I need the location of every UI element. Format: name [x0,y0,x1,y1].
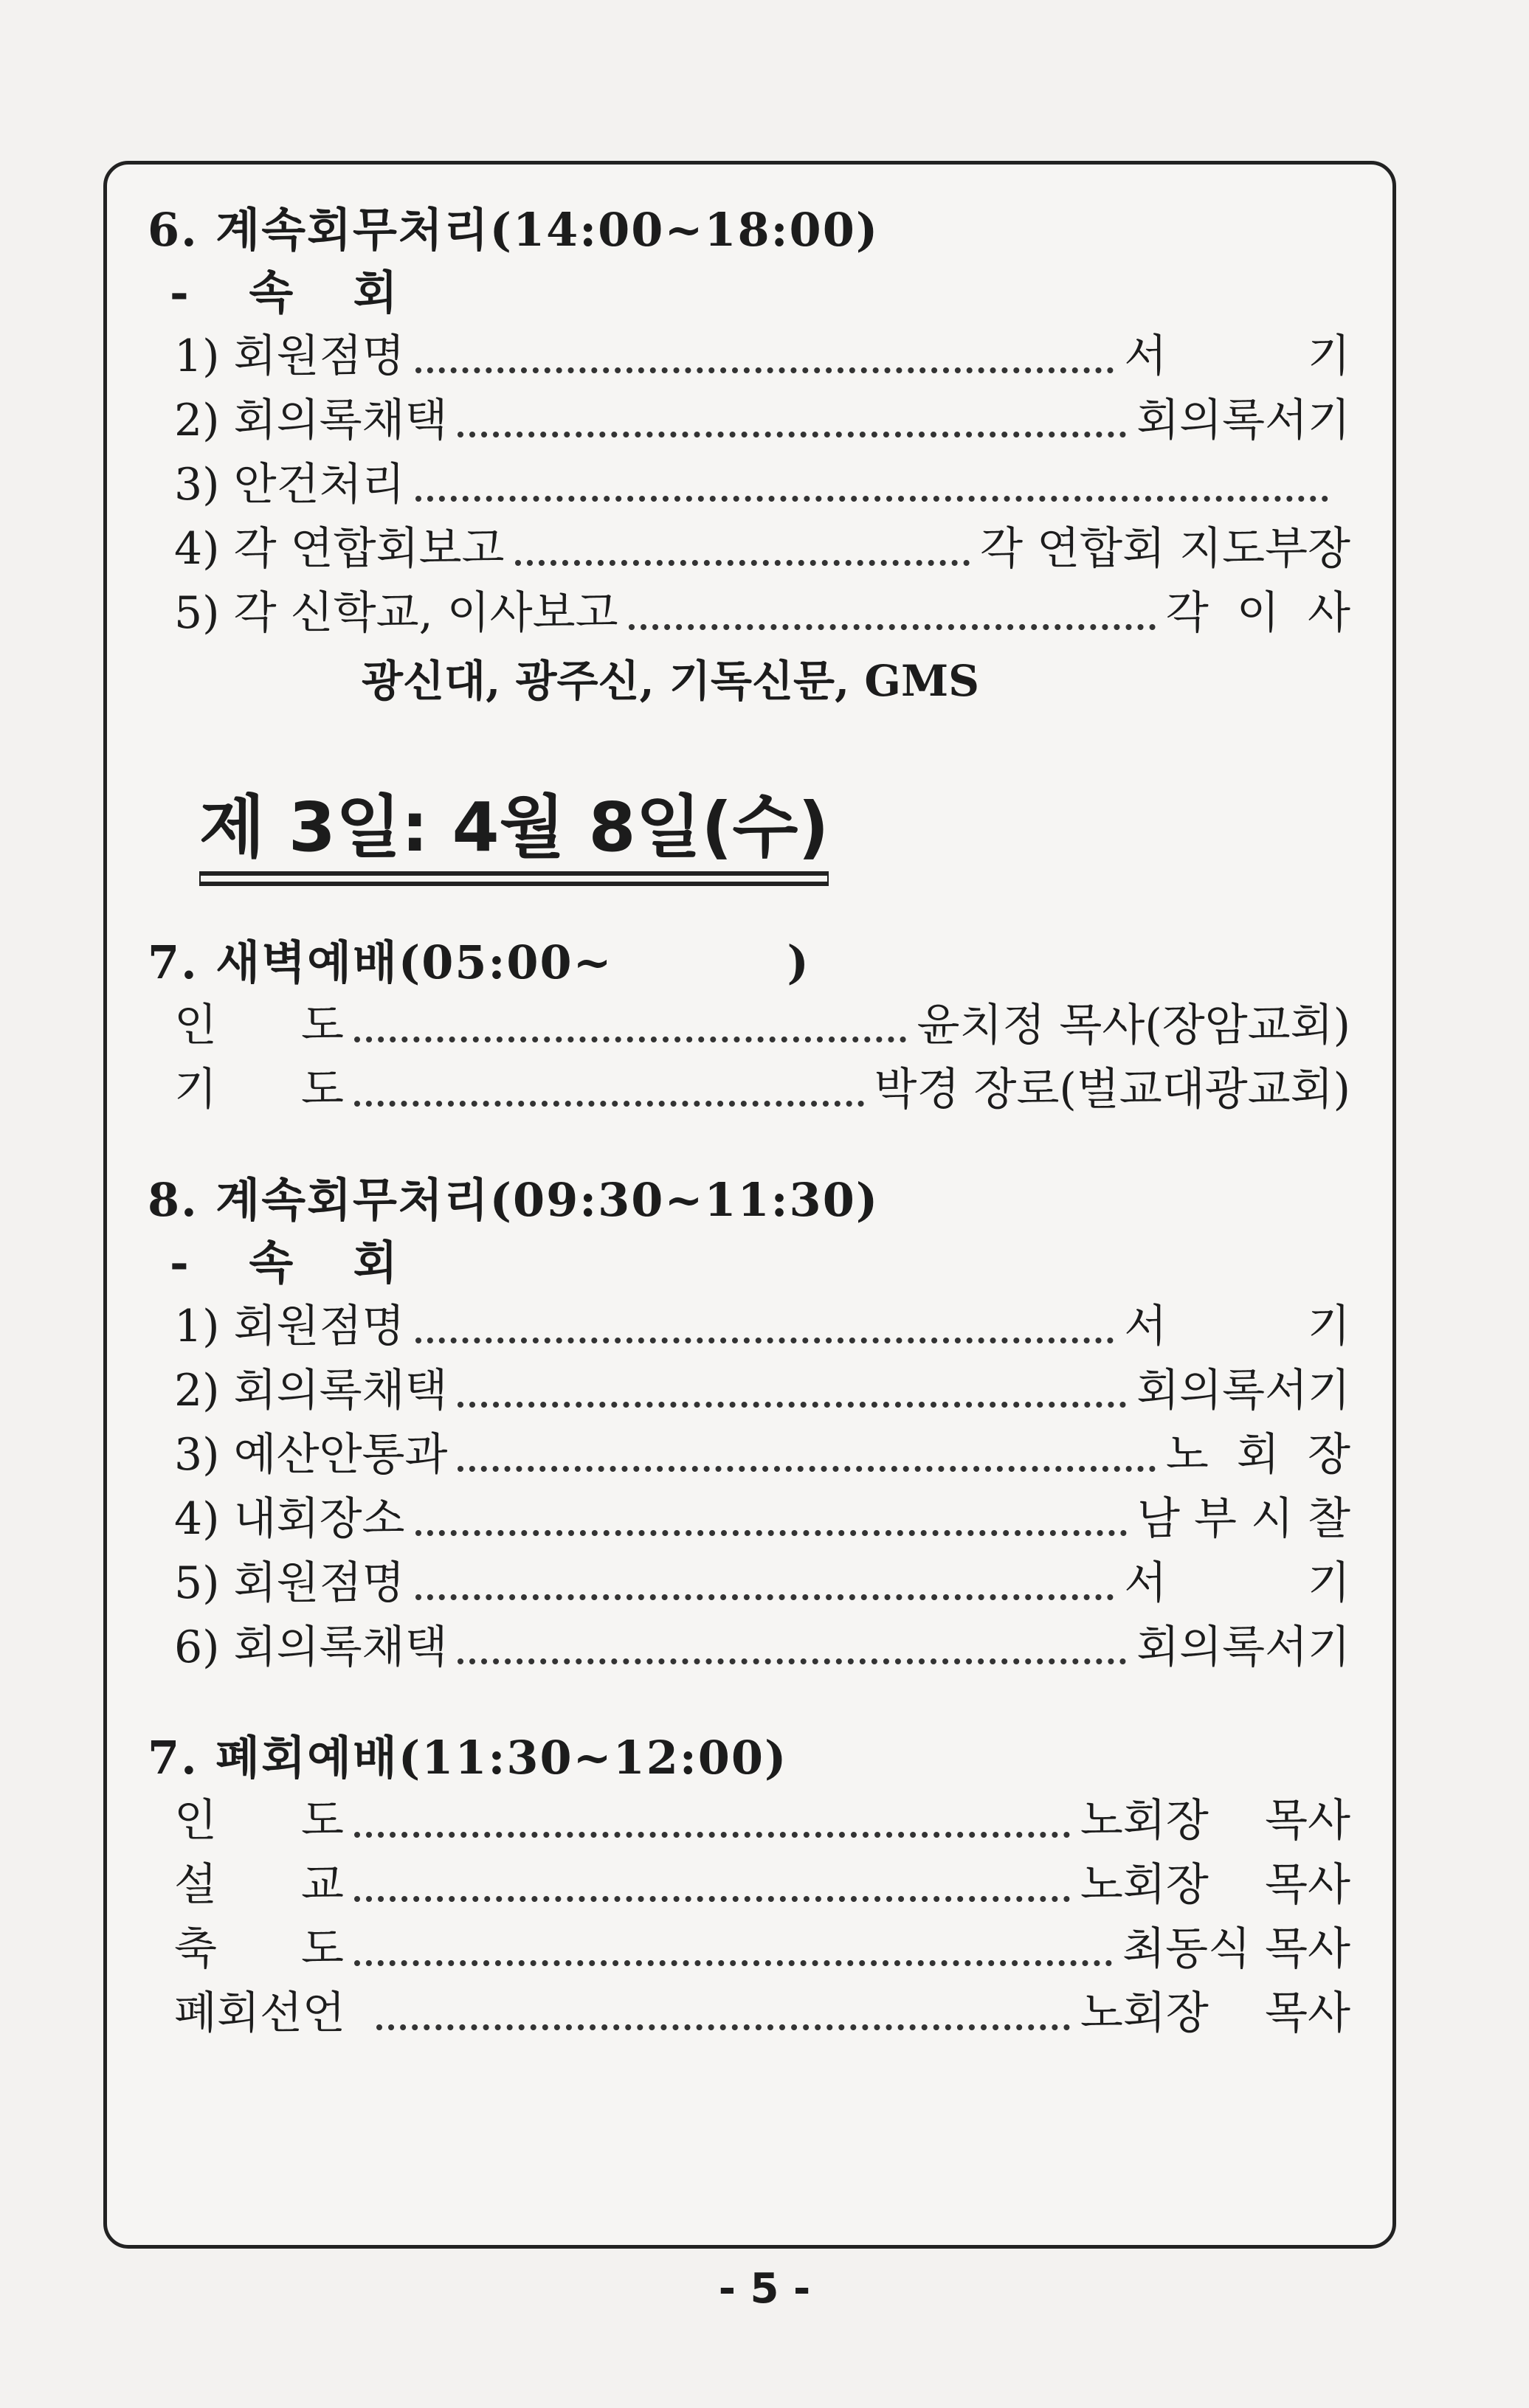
item-label: 폐회선언 [174,1987,345,2039]
label-char: 도 [301,1923,344,1975]
label-char: 축 [174,1923,217,1975]
label-char: 도 [301,1064,344,1115]
label-char: 도 [301,1795,344,1847]
leader-dots [354,1089,864,1107]
item-value: 남 부 시 찰 [1136,1493,1350,1545]
label-char: 기 [174,1064,217,1115]
item-label [174,1789,344,1853]
item-value: 각 이 사 [1165,587,1350,639]
item-label: 6) 회의록채택 [174,1622,448,1673]
item-label [174,1917,344,1982]
item-label [174,1058,344,1122]
leader-dots [415,1326,1114,1343]
leader-dots [458,1390,1126,1408]
list-item [148,325,1350,389]
list-item [148,453,1350,517]
item-label: 2) 회의록채택 [174,395,448,446]
item-value: 노회장 목사 [1080,1795,1350,1847]
section-closing-title: 7. 폐회예배(11:30~12:00) [148,1731,788,1785]
label-char: 도 [301,1000,344,1051]
list-item [148,1789,1350,1853]
item-value: 회의록서기 [1136,1365,1350,1416]
item-label: 3) 예산안통과 [174,1429,448,1481]
item-label: 5) 회원점명 [174,1557,405,1609]
day-3-heading: 제 3일: 4월 8일(수) [199,787,829,876]
list-item [148,517,1350,581]
page-number: - 5 - [718,2265,811,2313]
label-char: 인 [174,1795,217,1847]
item-label [174,994,344,1058]
label-char: 설 [174,1859,217,1911]
item-value: 윤치정 목사(장암교회) [917,1000,1350,1051]
section-6-subtitle: - 속 회 [170,266,420,319]
item-value: 서 기 [1124,1557,1350,1609]
leader-dots [415,1518,1127,1536]
item-value: 최동식 목사 [1122,1923,1350,1975]
list-item [148,389,1350,453]
item-label [174,1853,344,1917]
list-item [148,1058,1350,1122]
item-value: 서 기 [1124,1301,1350,1352]
section-8-subtitle: - 속 회 [170,1236,420,1290]
section-8-title: 8. 계속회무처리(09:30~11:30) [148,1173,880,1227]
list-item [148,1982,1350,2046]
section-7-title: 7. 새벽예배(05:00~ ) [148,935,810,989]
leader-dots [629,612,1156,630]
item-label: 4) 내회장소 [174,1493,405,1545]
page-content [148,199,1350,2046]
leader-dots [354,1884,1070,1902]
leader-dots [515,548,970,566]
leader-dots [354,1948,1112,1966]
list-item [148,1616,1350,1680]
item-value: 노 회 장 [1165,1429,1350,1481]
item-value: 노회장 목사 [1080,1987,1350,2039]
section-6-title: 6. 계속회무처리(14:00~18:00) [148,203,880,257]
leader-dots [415,484,1329,502]
list-item [148,1853,1350,1917]
list-item [148,994,1350,1058]
leader-dots [354,1820,1070,1838]
list-item [148,1359,1350,1423]
label-char: 인 [174,1000,217,1051]
item-label: 3) 안건처리 [174,459,405,511]
item-label: 4) 각 연합회보고 [174,523,505,575]
item-value: 박경 장로(벌교대광교회) [874,1064,1350,1115]
leader-dots [458,420,1126,437]
list-item [148,581,1350,646]
item-value: 서 기 [1124,331,1350,382]
item-label: 2) 회의록채택 [174,1365,448,1416]
leader-dots [458,1647,1126,1664]
list-item [148,1487,1350,1551]
list-item [148,1917,1350,1982]
list-item [148,1295,1350,1359]
item-label: 5) 각 신학교, 이사보고 [174,587,618,639]
list-item [148,1551,1350,1616]
leader-dots [458,1454,1155,1472]
item-value: 노회장 목사 [1080,1859,1350,1911]
leader-dots [415,1582,1114,1600]
leader-dots [415,356,1114,373]
item-continuation: 광신대, 광주신, 기독신문, GMS [362,656,980,706]
item-value: 회의록서기 [1136,395,1350,446]
item-label: 1) 회원점명 [174,1301,405,1352]
item-value: 각 연합회 지도부장 [980,523,1350,575]
item-label: 1) 회원점명 [174,331,405,382]
leader-dots [376,2013,1070,2030]
list-item [148,1423,1350,1487]
leader-dots [354,1025,906,1042]
item-value: 회의록서기 [1136,1622,1350,1673]
label-char: 교 [301,1859,344,1911]
